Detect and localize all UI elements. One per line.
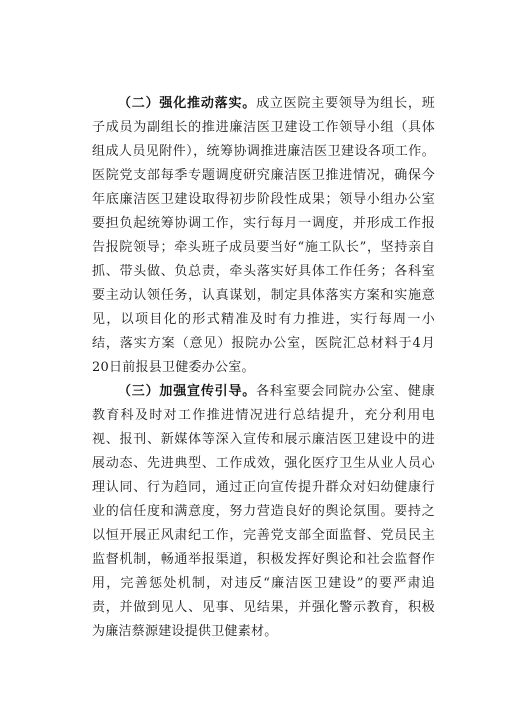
section-3-heading: （三）加强宣传引导。 [118,384,257,399]
section-3-body: 各科室要会同院办公室、健康教育科及时对工作推进情况进行总结提升，充分利用电视、报刊、新媒体等深入宣传和展示廉洁医卫建设中的进展动态、先进典型、工作成效，强化医疗卫生从业人员心理认同、行为趋同，通过正向宣传提升群众对妇幼健康行业的信任度和满意度，努力营造良好的舆论氛围。要持之以恒开展正风肃纪工作，完善党支部全面监督、党员民主监督机制，畅通举报渠道，积极发挥好舆论和社会监督作用，完善惩处机制，对违反“廉洁医卫建设”的要严肃追责，并做到见人、见事、见结果，并强化警示教育，积极为廉洁蔡源建设提供卫健素材。 [92,384,435,639]
section-2-paragraph [92,92,435,380]
document-body [92,92,435,644]
section-3-paragraph [92,380,435,644]
section-2-body: 成立医院主要领导为组长，班子成员为副组长的推进廉洁医卫建设工作领导小组（具体组成人员见附件），统筹协调推进廉洁医卫建设各项工作。医院党支部每季专题调度研究廉洁医卫推进情况，确保今年底廉洁医卫建设取得初步阶段性成果；领导小组办公室要担负起统筹协调工作，实行每月一调度，并形成工作报告报院领导；牵头班子成员要当好“施工队长”，坚持亲自抓、带头做、负总责，牵头落实好具体工作任务；各科室要主动认领任务，认真谋划，制定具体落实方案和实施意见，以项目化的形式精准及时有力推进，实行每周一小结，落实方案（意见）报院办公室，医院汇总材料于4月20日前报县卫健委办公室。 [92,96,435,375]
section-2-heading: （二）强化推动落实。 [118,96,257,111]
